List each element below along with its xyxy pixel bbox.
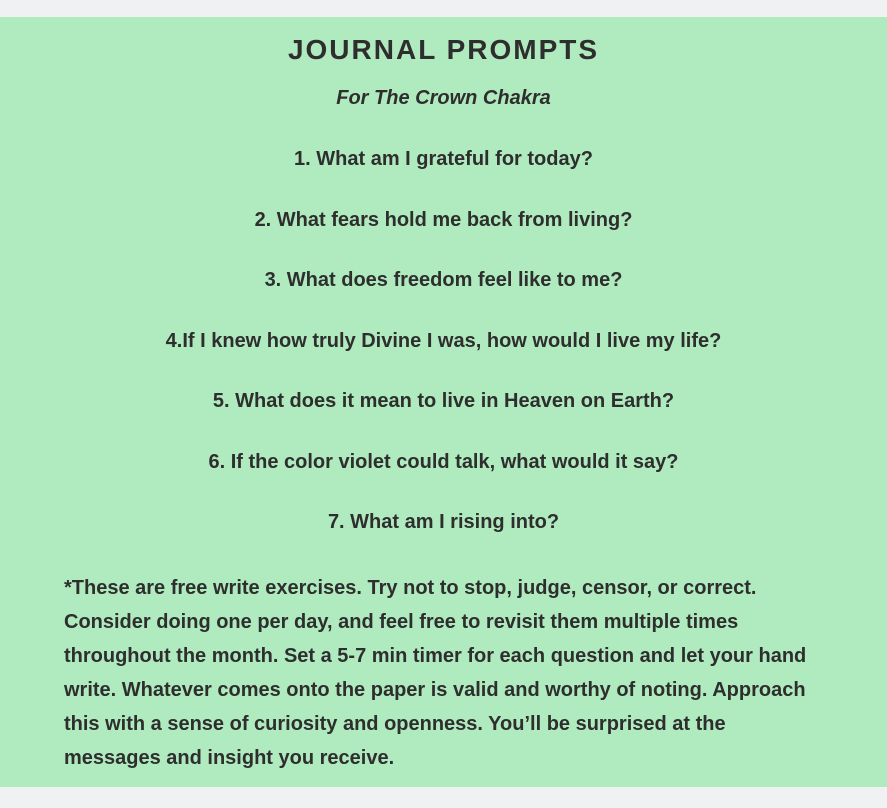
prompt-4: 4.If I knew how truly Divine I was, how would I live my life?: [165, 330, 722, 352]
journal-prompts-panel: [0, 17, 887, 787]
prompt-6: 6. If the color violet could talk, what would it say?: [208, 451, 679, 473]
prompt-5: 5. What does it mean to live in Heaven on Earth?: [212, 390, 675, 412]
prompt-2: 2. What fears hold me back from living?: [254, 209, 633, 231]
page-title: JOURNAL PROMPTS: [287, 34, 600, 65]
instructions-note: *These are free write exercises. Try not to stop, judge, censor, or correct. Consider doing one per day, and feel free to revisit them multiple times throughout the month. Set a 5-7 min timer for each question and let your hand write. Whatever comes onto the paper is valid and worthy of noting. Approach this with a sense of curiosity and openness. You’ll be surprised at the messages and insight you receive.: [64, 577, 807, 769]
page-subtitle: For The Crown Chakra: [336, 87, 551, 109]
prompt-3: 3. What does freedom feel like to me?: [264, 269, 623, 291]
prompt-7: 7. What am I rising into?: [327, 511, 560, 533]
prompt-1: 1. What am I grateful for today?: [294, 148, 593, 170]
